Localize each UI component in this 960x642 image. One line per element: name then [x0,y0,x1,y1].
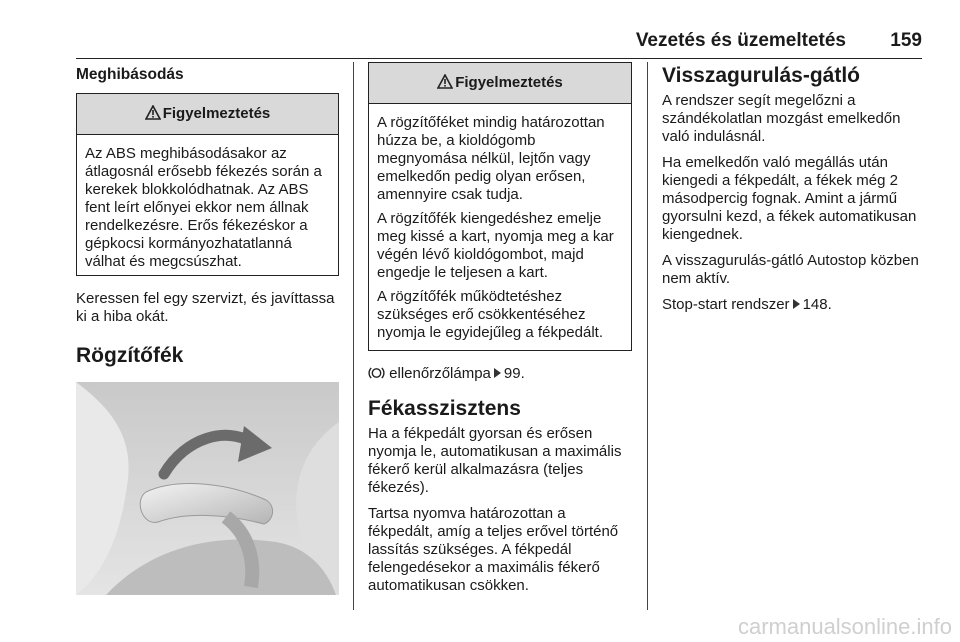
warning-triangle-icon [437,65,453,105]
warning-paragraph: A rögzítőfék kiengedéshez emelje meg kissé a kart, nyomja meg a kar végén lévő kioldógombot, majd engedje le teljesen a kart. [377,210,614,281]
column-right [662,62,924,322]
stop-start-text: Stop-start rendszer [662,296,790,313]
warning-triangle-icon [145,96,161,136]
lamp-text: ellenőrzőlámpa [389,365,491,382]
column-left [76,62,339,595]
paragraph: A visszagurulás-gátló Autostop közben nem aktív. [662,252,919,287]
parking-brake-illustration [76,382,339,595]
stop-start-page-ref[interactable]: 148. [802,296,832,313]
paragraph: Ha a fékpedált gyorsan és erősen nyomja le, automatikusan a maximális fékerő kerül alkalmazásra (teljes fékezés). [368,425,622,496]
service-paragraph: Keressen fel egy szervizt, és javíttassa ki a hiba okát. [76,290,335,325]
warning-box-parking-brake [368,62,632,351]
brake-lamp-icon [368,365,389,382]
paragraph: Ha emelkedőn való megállás után kiengedi a fékpedált, a fékek még 2 másodpercig fognak. Amint a jármű gyorsulni kezd, a fékek automatikusan kiengednek. [662,154,917,243]
lamp-reference [368,365,632,383]
warning-header [77,94,338,135]
warning-title: Figyelmeztetés [455,74,563,91]
warning-title: Figyelmeztetés [162,105,271,122]
page-header [76,28,922,59]
warning-header [369,63,631,104]
section-heading-fekasszisztens: Fékasszisztens [368,397,521,420]
column-divider [647,62,648,610]
warning-paragraph: A rögzítőféket mindig határozottan húzza be, a kioldógomb megnyomása nélkül, lejtőn vagy emelkedőn pedig olyan erősen, amennyire csak tudja. [377,114,605,203]
section-heading-rogzitofek: Rögzítőfék [76,344,184,367]
warning-text: Az ABS meghibásodásakor az átlagosnál erősebb fékezés során a kerekek blokkolódhatnak. Az ABS fent leírt előnyei ekkor nem állnak rendelkezésre. Erős fékezéskor a gépkocsi kormányozhatatlanná válhat és megcsúszhat. [85,145,322,270]
reference-arrow-icon [494,368,501,378]
warning-box-abs [76,93,339,276]
section-heading-meghibasodas: Meghibásodás [76,66,184,83]
column-divider [353,62,354,610]
stop-start-reference [662,296,924,314]
paragraph: A rendszer segít megelőzni a szándékolatlan mozgást emelkedőn való indulásnál. [662,92,901,145]
watermark: carmanualsonline.info [737,614,952,639]
section-heading-visszagurulas: Visszagurulás-gátló [662,64,861,87]
column-middle [368,62,632,603]
warning-paragraph: A rögzítőfék működtetéshez szükséges erő csökkentéséhez nyomja le egyidejűleg a fékpedált. [377,288,603,341]
header-title: Vezetés és üzemeltetés [635,30,846,51]
reference-arrow-icon [793,299,800,309]
paragraph: Tartsa nyomva határozottan a fékpedált, amíg a teljes erővel történő lassítás szükséges. A fékpedál felengedésekor a maximális fékerő automatikusan csökken. [368,505,619,594]
lamp-page-ref[interactable]: 99. [503,365,525,382]
page-number: 159 [890,30,922,51]
